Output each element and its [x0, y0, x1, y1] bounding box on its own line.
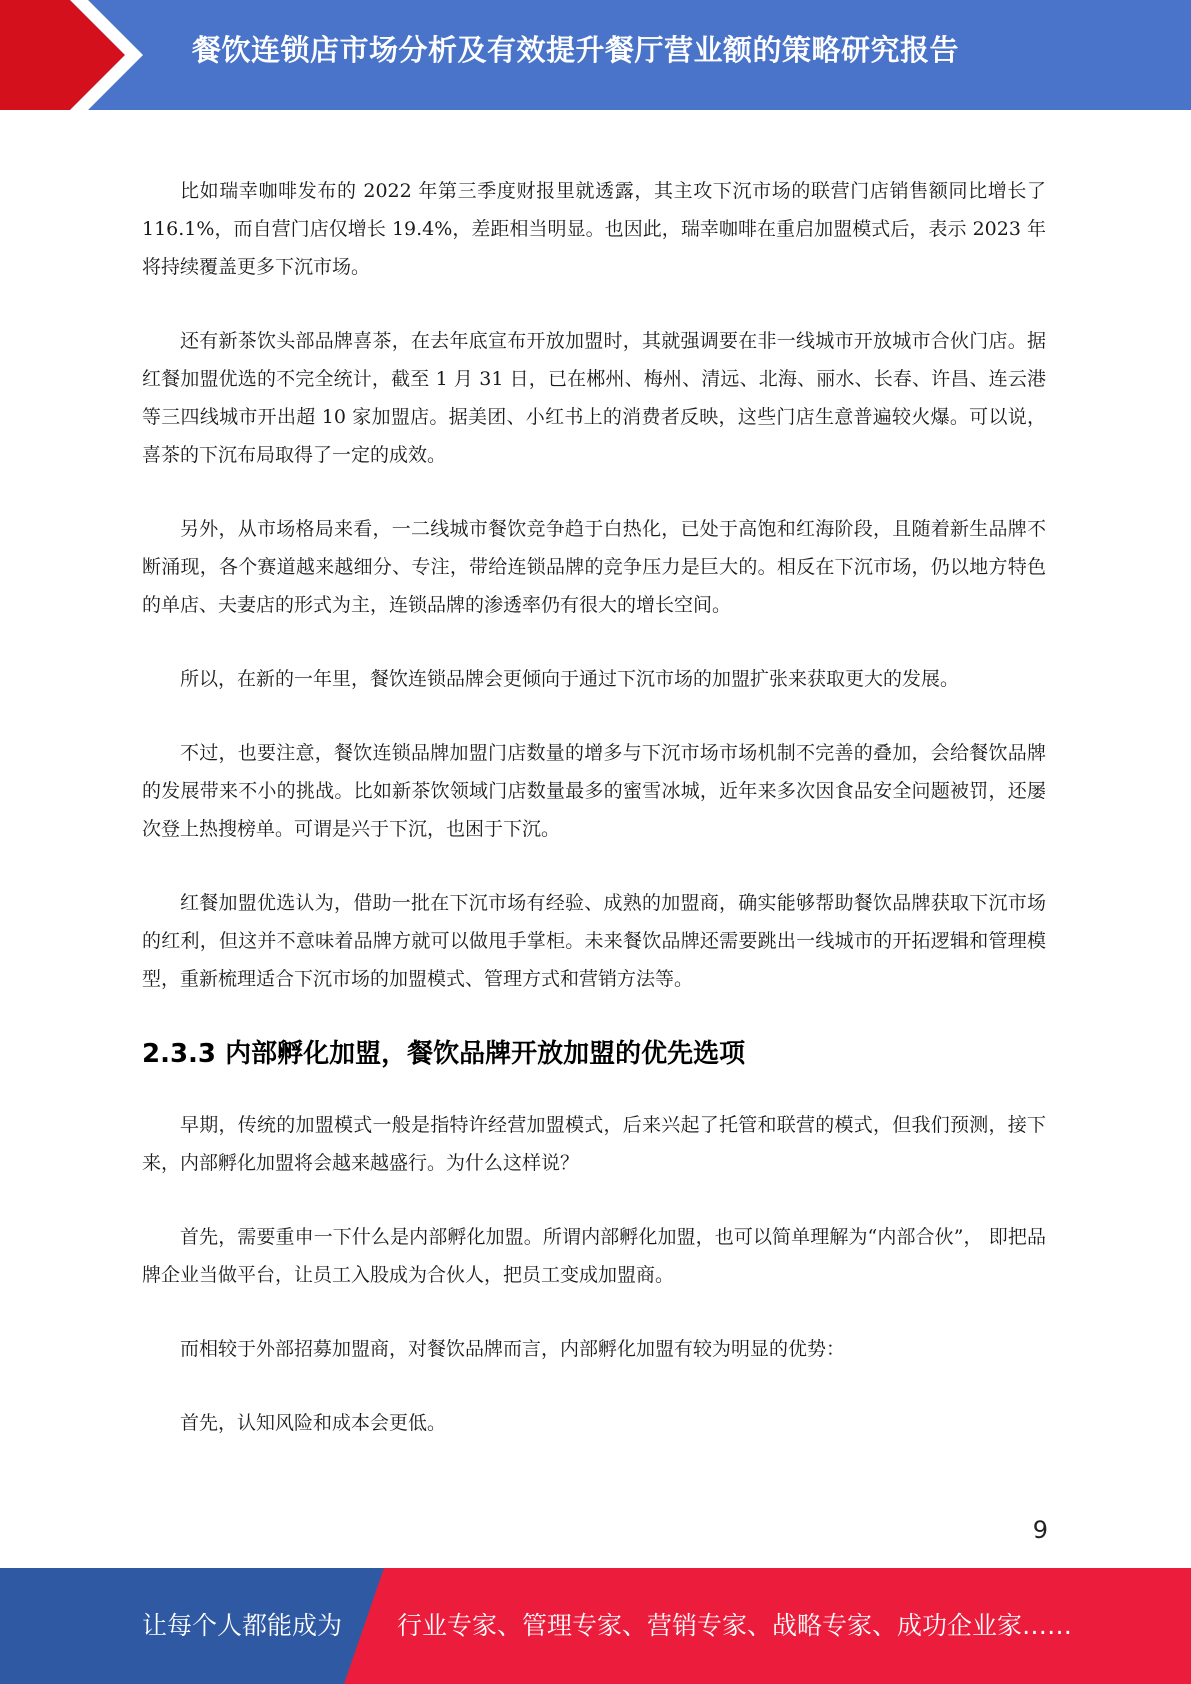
paragraph-market-pattern: 另外，从市场格局来看，一二线城市餐饮竞争趋于白热化，已处于高饱和红海阶段，且随着新生品牌不断涌现，各个赛道越来越细分、专注，带给连锁品牌的竞争压力是巨大的。相反在下沉市场，仍以地方特色的单店、夫妻店的形式为主，连锁品牌的渗透率仍有很大的增长空间。 — [142, 518, 1046, 616]
page-header — [0, 0, 1191, 110]
paragraph-early-models: 早期，传统的加盟模式一般是指特许经营加盟模式，后来兴起了托管和联营的模式，但我们预测，接下来，内部孵化加盟将会越来越盛行。为什么这样说？ — [142, 1114, 1046, 1174]
paragraph-challenges: 不过，也要注意，餐饮连锁品牌加盟门店数量的增多与下沉市场市场机制不完善的叠加，会给餐饮品牌的发展带来不小的挑战。比如新茶饮领域门店数量最多的蜜雪冰城，近年来多次因食品安全问题被罚，还屡次登上热搜榜单。可谓是兴于下沉，也困于下沉。 — [142, 742, 1046, 840]
footer-slogan-left: 让每个人都能成为 — [142, 1611, 343, 1640]
report-title: 餐饮连锁店市场分析及有效提升餐厅营业额的策略研究报告 — [192, 33, 960, 67]
paragraph-opinion: 红餐加盟优选认为，借助一批在下沉市场有经验、成熟的加盟商，确实能够帮助餐饮品牌获取下沉市场的红利，但这并不意味着品牌方就可以做甩手掌柜。未来餐饮品牌还需要跳出一线城市的开拓逻辑和管理模型，重新梳理适合下沉市场的加盟模式、管理方式和营销方法等。 — [142, 892, 1046, 990]
page-footer — [0, 1568, 1191, 1684]
paragraph-definition: 首先，需要重申一下什么是内部孵化加盟。所谓内部孵化加盟，也可以简单理解为“内部合伙”， 即把品牌企业当做平台，让员工入股成为合伙人，把员工变成加盟商。 — [142, 1226, 1046, 1286]
main-content — [142, 172, 1046, 1478]
paragraph-heytea: 还有新茶饮头部品牌喜茶，在去年底宣布开放加盟时，其就强调要在非一线城市开放城市合伙门店。据红餐加盟优选的不完全统计，截至 1 月 31 日，已在郴州、梅州、清远、北海、丽水、长春、许昌、连云港等三四线城市开出超 10 家加盟店。据美团、小红书上的消费者反映，这些门店生意普遍较火爆。可以说，喜茶的下沉布局取得了一定的成效。 — [142, 330, 1046, 466]
paragraph-advantages: 而相较于外部招募加盟商，对餐饮品牌而言，内部孵化加盟有较为明显的优势： — [180, 1338, 846, 1360]
paragraph-luckin: 比如瑞幸咖啡发布的 2022 年第三季度财报里就透露，其主攻下沉市场的联营门店销售额同比增长了 116.1%，而自营门店仅增长 19.4%，差距相当明显。也因此，瑞幸咖啡在重启加盟模式后，表示 2023 年将持续覆盖更多下沉市场。 — [142, 180, 1046, 278]
footer-slogan-right: 行业专家、管理专家、营销专家、战略专家、成功企业家…… — [397, 1611, 1073, 1640]
paragraph-first-point: 首先，认知风险和成本会更低。 — [180, 1412, 447, 1434]
page-number: 9 — [1032, 1516, 1048, 1544]
paragraph-conclusion: 所以，在新的一年里，餐饮连锁品牌会更倾向于通过下沉市场的加盟扩张来获取更大的发展。 — [180, 668, 960, 690]
section-heading: 2.3.3 内部孵化加盟，餐饮品牌开放加盟的优先选项 — [142, 1039, 746, 1069]
red-chevron-decoration — [0, 0, 160, 110]
